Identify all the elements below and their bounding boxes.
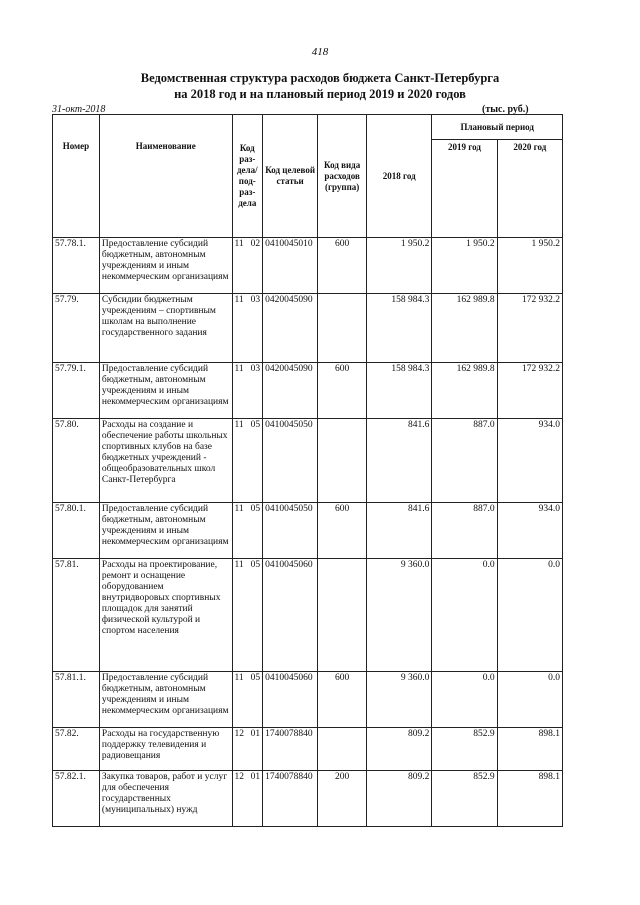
row-podrazdel: 05 (246, 419, 262, 503)
row-razdel: 11 (232, 363, 246, 419)
row-number: 57.80.1. (53, 503, 100, 559)
row-csr: 0420045090 (263, 363, 318, 419)
title-line-2: на 2018 год и на плановый период 2019 и 2020 годов (174, 87, 466, 101)
row-2020: 898.1 (497, 771, 562, 827)
header-razdel: Код раз- дела/ под- раз- дела (232, 115, 263, 238)
row-razdel: 11 (232, 238, 246, 294)
row-csr: 0410045060 (263, 559, 318, 672)
row-2020: 1 950.2 (497, 238, 562, 294)
page-number: 418 (311, 46, 329, 58)
row-2019: 852.9 (432, 771, 497, 827)
row-2018: 9 360.0 (367, 559, 432, 672)
row-2018: 1 950.2 (367, 238, 432, 294)
header-csr: Код целевой статьи (263, 115, 318, 238)
row-name: Расходы на проектирование, ремонт и оснащение оборудованием внутридворовых спортивных площадок для занятий физической культурой и спортом населения (99, 559, 232, 672)
row-2020: 934.0 (497, 503, 562, 559)
row-number: 57.81. (53, 559, 100, 672)
row-number: 57.80. (53, 419, 100, 503)
row-razdel: 11 (232, 503, 246, 559)
row-2019: 0.0 (432, 559, 497, 672)
row-podrazdel: 05 (246, 559, 262, 672)
row-vid: 600 (318, 672, 367, 728)
row-csr: 0410045050 (263, 503, 318, 559)
row-2020: 172 932.2 (497, 294, 562, 363)
row-number: 57.81.1. (53, 672, 100, 728)
row-2020: 898.1 (497, 728, 562, 771)
row-vid (318, 419, 367, 503)
table-row (53, 419, 563, 503)
row-2020: 172 932.2 (497, 363, 562, 419)
row-vid (318, 728, 367, 771)
row-razdel: 11 (232, 419, 246, 503)
title-line-1: Ведомственная структура расходов бюджета Санкт-Петербурга (140, 71, 500, 85)
row-name: Расходы на создание и обеспечение работы школьных спортивных клубов на базе бюджетных учреждений - общеобразовательных школ Санкт-Петербурга (99, 419, 232, 503)
header-2020: 2020 год (497, 140, 562, 238)
row-csr: 1740078840 (263, 728, 318, 771)
header-vid: Код вида расходов (группа) (318, 115, 367, 238)
row-number: 57.82. (53, 728, 100, 771)
row-2018: 158 984.3 (367, 294, 432, 363)
row-vid: 600 (318, 363, 367, 419)
row-podrazdel: 01 (246, 771, 262, 827)
header-2018: 2018 год (367, 115, 432, 238)
row-csr: 1740078840 (263, 771, 318, 827)
header-2019: 2019 год (432, 140, 497, 238)
table-row (53, 294, 563, 363)
table-row (53, 238, 563, 294)
document-date: 31-окт-2018 (52, 104, 106, 115)
row-2019: 162 989.8 (432, 294, 497, 363)
row-2018: 841.6 (367, 419, 432, 503)
row-podrazdel: 03 (246, 294, 262, 363)
table-row (53, 363, 563, 419)
row-podrazdel: 01 (246, 728, 262, 771)
row-number: 57.79.1. (53, 363, 100, 419)
table-row (53, 503, 563, 559)
row-razdel: 11 (232, 294, 246, 363)
header-planned-period: Плановый период (432, 115, 563, 140)
budget-table (52, 114, 563, 827)
row-name: Субсидии бюджетным учреждениям – спортивным школам на выполнение государственного задания (99, 294, 232, 363)
row-2020: 934.0 (497, 419, 562, 503)
row-2020: 0.0 (497, 559, 562, 672)
row-2018: 9 360.0 (367, 672, 432, 728)
row-razdel: 11 (232, 672, 246, 728)
units-label: (тыс. руб.) (482, 104, 529, 115)
row-razdel: 11 (232, 559, 246, 672)
row-2019: 1 950.2 (432, 238, 497, 294)
row-name: Предоставление субсидий бюджетным, автономным учреждениям и иным некоммерческим организациям (99, 503, 232, 559)
row-podrazdel: 02 (246, 238, 262, 294)
row-vid: 600 (318, 238, 367, 294)
row-2019: 162 989.8 (432, 363, 497, 419)
row-2020: 0.0 (497, 672, 562, 728)
row-2018: 158 984.3 (367, 363, 432, 419)
row-number: 57.82.1. (53, 771, 100, 827)
row-name: Расходы на государственную поддержку телевидения и радиовещания (99, 728, 232, 771)
table-row (53, 672, 563, 728)
table-body (53, 238, 563, 827)
row-vid (318, 559, 367, 672)
row-name: Предоставление субсидий бюджетным, автономным учреждениям и иным некоммерческим организациям (99, 363, 232, 419)
row-csr: 0420045090 (263, 294, 318, 363)
row-2019: 887.0 (432, 419, 497, 503)
row-name: Предоставление субсидий бюджетным, автономным учреждениям и иным некоммерческим организациям (99, 238, 232, 294)
table-row (53, 728, 563, 771)
row-2019: 852.9 (432, 728, 497, 771)
row-razdel: 12 (232, 728, 246, 771)
row-podrazdel: 03 (246, 363, 262, 419)
row-number: 57.78.1. (53, 238, 100, 294)
row-csr: 0410045060 (263, 672, 318, 728)
table-row (53, 771, 563, 827)
row-vid (318, 294, 367, 363)
row-razdel: 12 (232, 771, 246, 827)
header-name: Наименование (99, 115, 232, 238)
row-2018: 841.6 (367, 503, 432, 559)
row-csr: 0410045010 (263, 238, 318, 294)
row-2019: 887.0 (432, 503, 497, 559)
row-vid: 600 (318, 503, 367, 559)
row-vid: 200 (318, 771, 367, 827)
row-name: Закупка товаров, работ и услуг для обеспечения государственных (муниципальных) нужд (99, 771, 232, 827)
row-csr: 0410045050 (263, 419, 318, 503)
row-2019: 0.0 (432, 672, 497, 728)
row-name: Предоставление субсидий бюджетным, автономным учреждениям и иным некоммерческим организациям (99, 672, 232, 728)
table-row (53, 559, 563, 672)
document-title (0, 70, 640, 102)
row-2018: 809.2 (367, 771, 432, 827)
row-number: 57.79. (53, 294, 100, 363)
row-podrazdel: 05 (246, 672, 262, 728)
header-number: Номер (53, 115, 100, 238)
row-2018: 809.2 (367, 728, 432, 771)
row-podrazdel: 05 (246, 503, 262, 559)
